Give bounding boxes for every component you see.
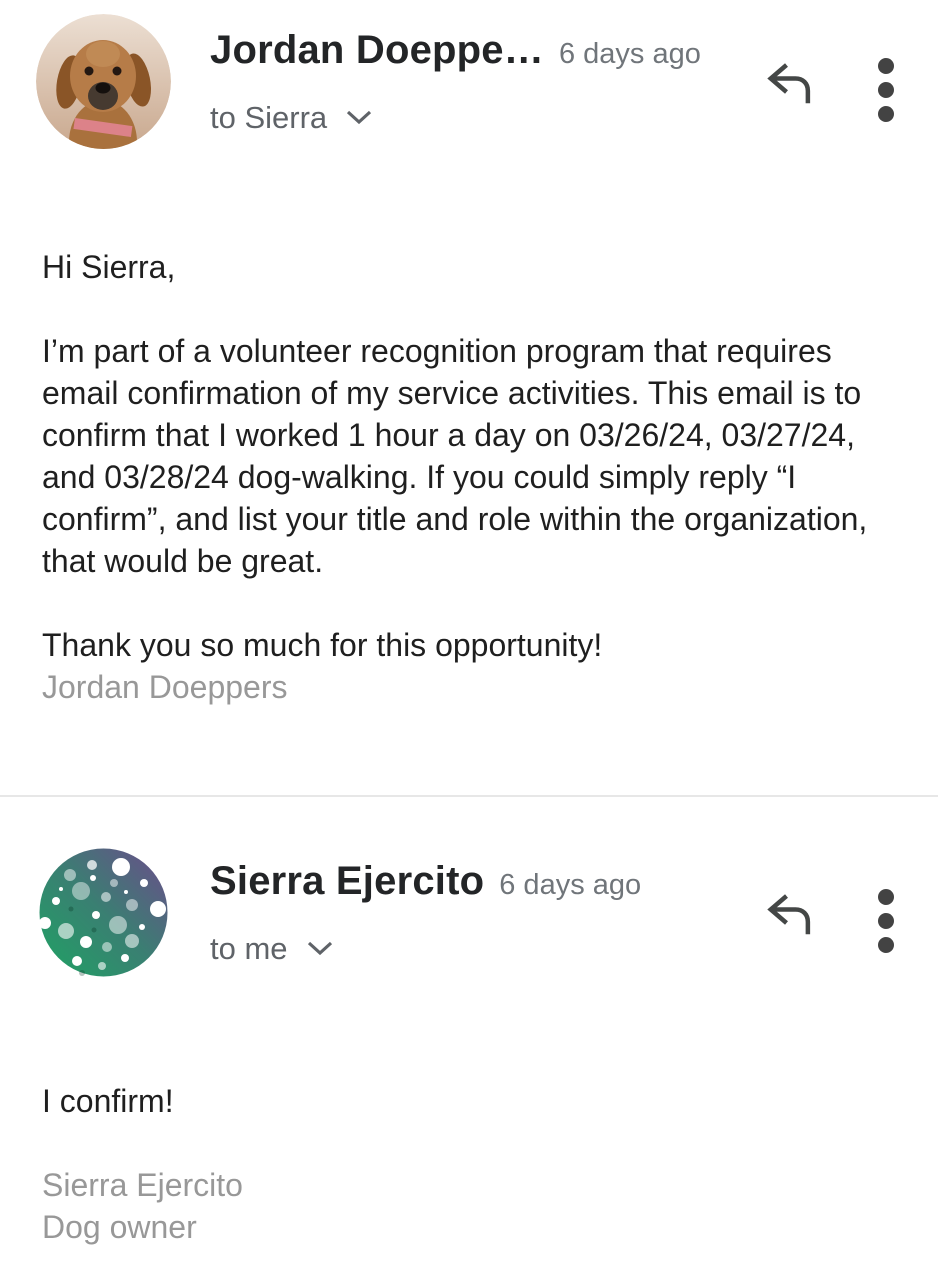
dog-photo-illustration bbox=[36, 14, 171, 149]
more-options-button[interactable] bbox=[876, 889, 896, 956]
body-paragraph: Thank you so much for this opportunity! bbox=[42, 627, 603, 663]
sender-name: Sierra Ejercito bbox=[210, 859, 485, 903]
chevron-down-icon bbox=[306, 940, 334, 958]
message-divider bbox=[0, 795, 938, 797]
more-options-button[interactable] bbox=[876, 58, 896, 125]
signature-line: Dog owner bbox=[42, 1209, 197, 1245]
sender-name: Jordan Doeppe… bbox=[210, 28, 544, 72]
reply-button[interactable] bbox=[764, 889, 818, 942]
signature-line: Jordan Doeppers bbox=[42, 669, 288, 705]
three-dot-menu-icon bbox=[876, 889, 896, 953]
reply-button[interactable] bbox=[764, 58, 818, 111]
signature-line: Sierra Ejercito bbox=[42, 1167, 243, 1203]
reply-arrow-icon bbox=[764, 58, 818, 108]
message-2-actions bbox=[764, 845, 896, 956]
sender-line bbox=[210, 28, 701, 73]
three-dot-menu-icon bbox=[876, 58, 896, 122]
sender-line bbox=[210, 859, 641, 904]
message-timestamp: 6 days ago bbox=[558, 38, 701, 70]
sender-block bbox=[210, 14, 701, 136]
body-paragraph: I confirm! bbox=[42, 1083, 174, 1119]
recipient-label: to Sierra bbox=[210, 100, 328, 135]
sender-avatar-dog-photo[interactable] bbox=[36, 14, 171, 149]
message-2-header bbox=[0, 831, 938, 980]
message-2-body bbox=[0, 1080, 938, 1248]
message-timestamp: 6 days ago bbox=[499, 869, 642, 901]
dotted-gradient-avatar-illustration bbox=[36, 845, 171, 980]
sender-block bbox=[210, 845, 641, 967]
message-1-body bbox=[0, 246, 938, 708]
sender-avatar-pattern[interactable] bbox=[36, 845, 171, 980]
recipient-details-toggle[interactable] bbox=[210, 100, 701, 136]
recipient-label: to me bbox=[210, 931, 288, 966]
chevron-down-icon bbox=[345, 109, 373, 127]
message-1-actions bbox=[764, 14, 896, 125]
body-paragraph: I’m part of a volunteer recognition program that requires email confirmation of my service activities. This email is to confirm that I worked 1 hour a day on 03/26/24, 03/27/24, and 03/28/24 dog-walking. If you could simply reply “I confirm”, and list your title and role within the organization, that would be great. bbox=[42, 333, 868, 579]
body-paragraph: Hi Sierra, bbox=[42, 249, 176, 285]
reply-arrow-icon bbox=[764, 889, 818, 939]
recipient-details-toggle[interactable] bbox=[210, 931, 641, 967]
message-1-header bbox=[0, 0, 938, 149]
message-2 bbox=[0, 831, 938, 1248]
